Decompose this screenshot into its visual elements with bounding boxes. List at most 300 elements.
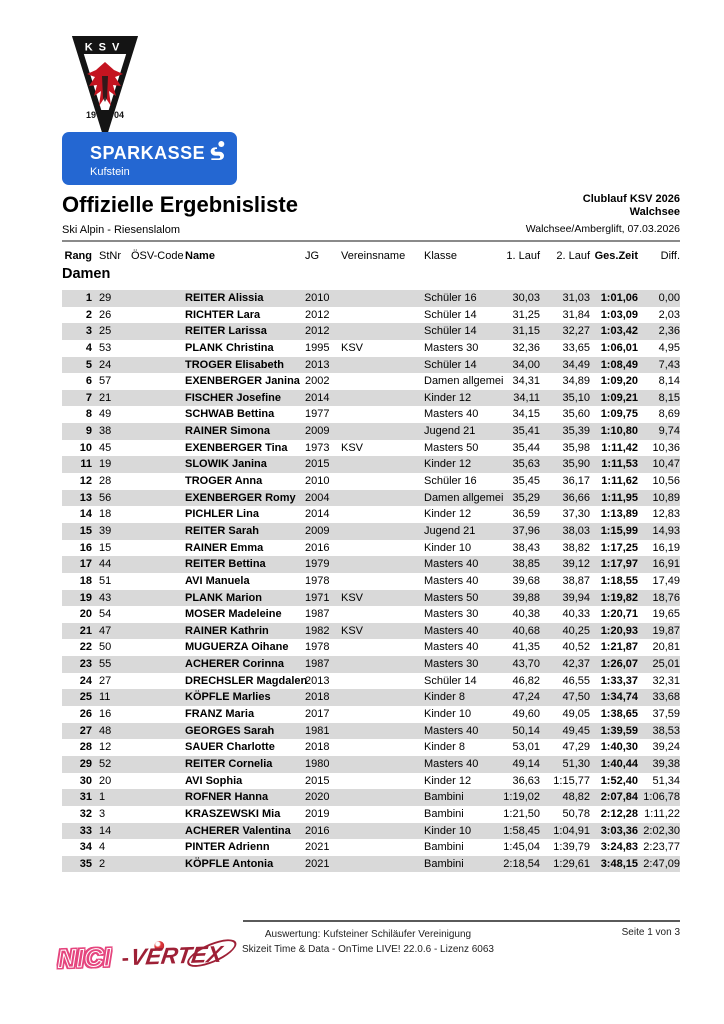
cell-osv [127,656,176,673]
cell-klasse: Kinder 8 [424,741,465,754]
cell-klasse: Kinder 12 [424,458,472,471]
table-row [62,656,680,673]
cell-lauf1: 36,63 [512,774,540,787]
cell-lauf2: 1:39,79 [553,841,590,854]
cell-lauf2: 50,78 [562,807,590,820]
cell-jg: 2002 [305,375,330,388]
table-row [62,673,680,690]
cell-verein [341,556,424,573]
cell-diff: 1:06,78 [643,791,680,804]
vertex-brand-text: VERTEX [129,940,225,971]
cell-lauf1: 37,96 [512,524,540,537]
cell-osv [127,440,176,457]
cell-klasse: Jugend 21 [424,524,476,537]
cell-stnr: 26 [99,308,112,321]
cell-name: PLANK Christina [185,341,274,354]
cell-klasse: Masters 40 [424,757,479,770]
cell-total: 1:03,09 [600,308,638,321]
table-row [62,390,680,407]
cell-osv [127,473,176,490]
cell-jg: 2012 [305,325,330,338]
cell-verein [341,606,424,623]
cell-total: 1:20,71 [600,608,638,621]
cell-stnr: 49 [99,408,112,421]
cell-diff: 10,36 [652,441,680,454]
cell-diff: 8,15 [658,391,680,404]
cell-name: KRASZEWSKI Mia [185,807,281,820]
cell-lauf1: 34,15 [512,408,540,421]
cell-jg: 1987 [305,658,330,671]
col-header-stnr: StNr [99,250,121,262]
cell-rang: 3 [85,325,92,338]
cell-verein [341,357,424,374]
cell-total: 1:18,55 [600,574,638,587]
footer-divider [243,920,680,922]
cell-stnr: 3 [99,807,106,820]
cell-rang: 16 [79,541,92,554]
cell-lauf2: 31,03 [562,292,590,304]
cell-total: 3:24,83 [600,841,638,854]
cell-stnr: 48 [99,724,112,737]
cell-verein [341,456,424,473]
cell-lauf1: 2:18,54 [503,857,540,870]
cell-verein [341,390,424,407]
cell-jg: 1973 [305,441,330,454]
page-number: Seite 1 von 3 [621,927,680,938]
cell-name: PINTER Adrienn [185,841,270,854]
cell-verein [341,806,424,823]
cell-total: 1:10,80 [600,425,638,438]
nici-brand-text: NICI [57,943,113,974]
cell-verein [341,506,424,523]
cell-rang: 15 [79,524,92,537]
cell-osv [127,839,176,856]
cell-total: 1:13,89 [600,508,638,521]
cell-lauf2: 40,52 [562,641,590,654]
cell-total: 1:09,75 [600,408,638,421]
cell-klasse: Schüler 16 [424,475,477,488]
cell-verein [341,756,424,773]
cell-diff: 20,81 [652,641,680,654]
cell-name: FISCHER Josefine [185,391,281,404]
cell-lauf2: 40,25 [562,624,590,637]
cell-klasse: Kinder 10 [424,541,472,554]
cell-stnr: 52 [99,757,112,770]
cell-lauf2: 48,82 [562,791,590,804]
cell-lauf1: 1:21,50 [503,807,540,820]
cell-klasse: Bambini [424,857,464,870]
cell-jg: 2013 [305,674,330,687]
cell-total: 1:26,07 [600,658,638,671]
cell-lauf2: 32,27 [562,325,590,338]
cell-name: FRANZ Maria [185,708,255,721]
event-location: Walchsee [629,206,680,218]
cell-name: AVI Manuela [185,574,250,587]
cell-klasse: Masters 40 [424,408,479,421]
cell-lauf1: 34,00 [512,358,540,371]
cell-lauf2: 33,65 [562,341,590,354]
cell-lauf2: 36,66 [562,491,590,504]
cell-rang: 23 [79,658,92,671]
cell-osv [127,823,176,840]
cell-diff: 8,14 [658,375,680,388]
cell-diff: 51,34 [652,774,680,787]
cell-total: 1:11,42 [601,441,638,454]
cell-klasse: Schüler 14 [424,674,477,687]
cell-diff: 10,47 [652,458,680,471]
cell-stnr: 55 [99,658,112,671]
table-row [62,440,680,457]
cell-total: 1:40,30 [600,741,638,754]
cell-osv [127,456,176,473]
table-row [62,540,680,557]
cell-lauf1: 46,82 [512,674,540,687]
cell-stnr: 28 [99,475,112,488]
cell-lauf1: 43,70 [512,658,540,671]
cell-rang: 18 [79,574,92,587]
cell-total: 1:38,65 [600,708,638,721]
cell-lauf1: 38,43 [512,541,540,554]
cell-name: RAINER Kathrin [185,624,269,637]
cell-rang: 28 [79,741,92,754]
cell-lauf1: 35,29 [512,491,540,504]
venue-date: Walchsee/Amberglift, 07.03.2026 [525,223,680,235]
cell-rang: 21 [79,624,92,637]
cell-rang: 4 [85,341,92,354]
cell-lauf2: 51,30 [562,757,590,770]
cell-klasse: Kinder 10 [424,708,472,721]
cell-jg: 2021 [305,857,330,870]
cell-name: EXENBERGER Romy [185,491,296,504]
cell-lauf2: 37,30 [562,508,590,521]
cell-osv [127,573,176,590]
cell-stnr: 16 [99,708,112,721]
cell-verein: KSV [341,591,364,604]
table-row [62,606,680,623]
cell-klasse: Masters 30 [424,658,479,671]
cell-diff: 2,03 [658,308,680,321]
cell-lauf2: 47,29 [562,741,590,754]
cell-klasse: Kinder 12 [424,508,472,521]
cell-jg: 2014 [305,508,330,521]
col-header-lauf1: 1. Lauf [506,250,540,262]
cell-jg: 2009 [305,524,330,537]
cell-rang: 34 [79,841,92,854]
cell-lauf1: 53,01 [512,741,540,754]
col-header-osv-code: ÖSV-Code [131,250,184,262]
cell-diff: 25,01 [652,658,680,671]
cell-klasse: Jugend 21 [424,425,476,438]
cell-jg: 2009 [305,425,330,438]
cell-lauf1: 31,25 [512,308,540,321]
table-row [62,723,680,740]
cell-diff: 2:23,77 [643,841,680,854]
table-row [62,357,680,374]
cell-lauf2: 47,50 [562,691,590,704]
table-row [62,623,680,640]
cell-klasse: Kinder 12 [424,774,472,787]
table-row [62,856,680,873]
cell-jg: 1978 [305,574,330,587]
cell-verein [341,673,424,690]
cell-osv [127,323,176,340]
cell-lauf2: 46,55 [562,674,590,687]
cell-name: TROGER Elisabeth [185,358,285,371]
cell-lauf1: 39,88 [512,591,540,604]
cell-lauf2: 39,94 [562,591,590,604]
cell-lauf2: 40,33 [562,608,590,621]
cell-rang: 9 [85,425,92,438]
cell-lauf1: 35,41 [512,425,540,438]
cell-total: 3:48,15 [600,857,638,870]
cell-klasse: Masters 30 [424,341,479,354]
cell-jg: 1979 [305,558,330,571]
cell-stnr: 2 [99,857,106,870]
cell-rang: 29 [79,757,92,770]
cell-diff: 12,83 [652,508,680,521]
cell-klasse: Bambini [424,841,464,854]
cell-total: 1:11,62 [601,475,638,488]
cell-verein [341,773,424,790]
cell-lauf1: 38,85 [512,558,540,571]
col-header-klasse: Klasse [424,250,458,262]
table-row [62,490,680,507]
cell-jg: 1987 [305,608,330,621]
cell-osv [127,506,176,523]
table-row [62,506,680,523]
cell-osv [127,406,176,423]
cell-jg: 2015 [305,458,330,471]
cell-lauf2: 35,10 [562,391,590,404]
cell-diff: 10,89 [652,491,680,504]
cell-verein [341,323,424,340]
cell-total: 1:19,82 [600,591,638,604]
col-header-gesamtzeit: Ges.Zeit [594,250,638,262]
cell-total: 1:33,37 [600,674,638,687]
cell-jg: 2010 [305,475,330,488]
cell-klasse: Masters 40 [424,624,479,637]
cell-rang: 32 [79,807,92,820]
cell-osv [127,756,176,773]
cell-total: 1:34,74 [600,691,638,704]
cell-lauf2: 42,37 [562,658,590,671]
cell-total: 1:11,95 [601,491,638,504]
cell-klasse: Masters 40 [424,641,479,654]
table-row [62,639,680,656]
ksv-logo-graphic [72,36,138,136]
cell-rang: 19 [79,591,92,604]
cell-klasse: Masters 50 [424,591,479,604]
cell-osv [127,590,176,607]
cell-diff: 10,56 [652,475,680,488]
cell-osv [127,806,176,823]
cell-name: REITER Cornelia [185,757,273,770]
cell-total: 1:17,97 [600,558,638,571]
cell-total: 3:03,36 [600,824,638,837]
cell-stnr: 29 [99,292,112,304]
cell-jg: 1971 [305,591,330,604]
cell-osv [127,606,176,623]
cell-diff: 39,24 [652,741,680,754]
cell-stnr: 25 [99,325,112,338]
cell-lauf1: 35,45 [512,475,540,488]
ksv-letters: KSV [84,41,126,54]
cell-diff: 19,65 [652,608,680,621]
cell-osv [127,639,176,656]
ksv-year-left: 19 [85,110,97,120]
cell-lauf2: 49,45 [562,724,590,737]
cell-lauf2: 34,89 [562,375,590,388]
category-section-title: Damen [62,266,111,282]
table-row [62,590,680,607]
col-header-rang: Rang [64,250,92,262]
cell-stnr: 54 [99,608,112,621]
cell-verein [341,706,424,723]
cell-name: KÖPFLE Antonia [185,857,274,870]
nici-dash: - [121,944,130,970]
cell-lauf2: 38,82 [562,541,590,554]
cell-jg: 2016 [305,824,330,837]
sparkasse-s-icon [210,141,226,166]
cell-lauf2: 38,87 [562,574,590,587]
cell-rang: 20 [79,608,92,621]
table-row [62,573,680,590]
cell-diff: 2,36 [658,325,680,338]
ksv-year-right: 04 [113,110,125,120]
cell-rang: 24 [79,674,92,687]
ksv-club-logo [72,36,138,136]
cell-rang: 31 [79,791,92,804]
cell-lauf2: 1:15,77 [553,774,590,787]
cell-stnr: 11 [99,691,111,704]
cell-rang: 7 [85,391,92,404]
cell-verein [341,689,424,706]
cell-rang: 17 [79,558,92,571]
cell-lauf1: 49,60 [512,708,540,721]
cell-lauf1: 50,14 [512,724,540,737]
cell-lauf2: 36,17 [562,475,590,488]
cell-klasse: Damen allgemei [424,375,504,388]
discipline-subtitle: Ski Alpin - Riesenslalom [62,224,180,236]
cell-verein [341,540,424,557]
cell-lauf1: 34,11 [513,391,540,404]
cell-jg: 2013 [305,358,330,371]
table-row [62,706,680,723]
cell-klasse: Kinder 10 [424,824,472,837]
cell-total: 1:09,20 [600,375,638,388]
cell-jg: 2021 [305,841,330,854]
cell-stnr: 27 [99,674,112,687]
cell-total: 1:21,87 [600,641,638,654]
cell-verein [341,789,424,806]
cell-lauf2: 34,49 [562,358,590,371]
cell-verein [341,639,424,656]
cell-total: 1:15,99 [600,524,638,537]
cell-verein [341,423,424,440]
cell-diff: 7,43 [658,358,680,371]
cell-stnr: 15 [99,541,112,554]
cell-jg: 2016 [305,541,330,554]
cell-jg: 2012 [305,308,330,321]
header-divider [62,240,680,242]
cell-lauf1: 1:45,04 [503,841,540,854]
cell-klasse: Damen allgemei [424,491,504,504]
cell-name: REITER Bettina [185,558,266,571]
cell-klasse: Masters 50 [424,441,479,454]
cell-name: REITER Larissa [185,325,267,338]
cell-total: 1:39,59 [600,724,638,737]
cell-jg: 2004 [305,491,330,504]
table-row [62,307,680,324]
cell-osv [127,856,176,873]
cell-total: 2:07,84 [600,791,638,804]
cell-name: TROGER Anna [185,475,263,488]
cell-name: GEORGES Sarah [185,724,275,737]
cell-name: RAINER Simona [185,425,270,438]
col-header-name: Name [185,250,215,262]
table-row [62,823,680,840]
cell-osv [127,290,176,307]
cell-stnr: 24 [99,358,112,371]
cell-rang: 35 [79,857,92,870]
table-row [62,773,680,790]
col-header-lauf2: 2. Lauf [556,250,590,262]
cell-lauf1: 30,03 [512,292,540,304]
cell-name: PICHLER Lina [185,508,259,521]
cell-osv [127,307,176,324]
table-row [62,806,680,823]
cell-osv [127,540,176,557]
cell-verein [341,406,424,423]
cell-verein [341,723,424,740]
cell-osv [127,423,176,440]
cell-stnr: 4 [99,841,106,854]
cell-name: ACHERER Valentina [185,824,291,837]
cell-diff: 37,59 [652,708,680,721]
col-header-diff: Diff. [660,250,680,262]
cell-stnr: 50 [99,641,112,654]
cell-lauf1: 34,31 [512,375,540,388]
cell-total: 1:11,53 [601,458,638,471]
cell-stnr: 12 [99,741,112,754]
cell-klasse: Masters 40 [424,724,479,737]
page-title: Offizielle Ergebnisliste [62,192,298,217]
footer-info [238,927,498,957]
cell-name: MUGUERZA Oihane [185,641,289,654]
cell-osv [127,340,176,357]
cell-stnr: 21 [99,391,112,404]
cell-name: DRECHSLER Magdalen [185,674,308,687]
cell-diff: 16,19 [652,541,680,554]
cell-osv [127,623,176,640]
cell-name: REITER Alissia [185,292,264,304]
cell-name: SCHWAB Bettina [185,408,275,421]
cell-name: MOSER Madeleine [185,608,282,621]
cell-klasse: Kinder 12 [424,391,472,404]
cell-diff: 16,91 [652,558,680,571]
cell-lauf2: 35,98 [562,441,590,454]
cell-jg: 1977 [305,408,330,421]
cell-klasse: Bambini [424,791,464,804]
cell-rang: 33 [79,824,92,837]
cell-osv [127,373,176,390]
cell-stnr: 51 [99,574,112,587]
cell-jg: 1982 [305,624,330,637]
cell-stnr: 19 [99,458,112,471]
cell-stnr: 45 [99,441,112,454]
table-row [62,456,680,473]
cell-diff: 8,69 [658,408,680,421]
